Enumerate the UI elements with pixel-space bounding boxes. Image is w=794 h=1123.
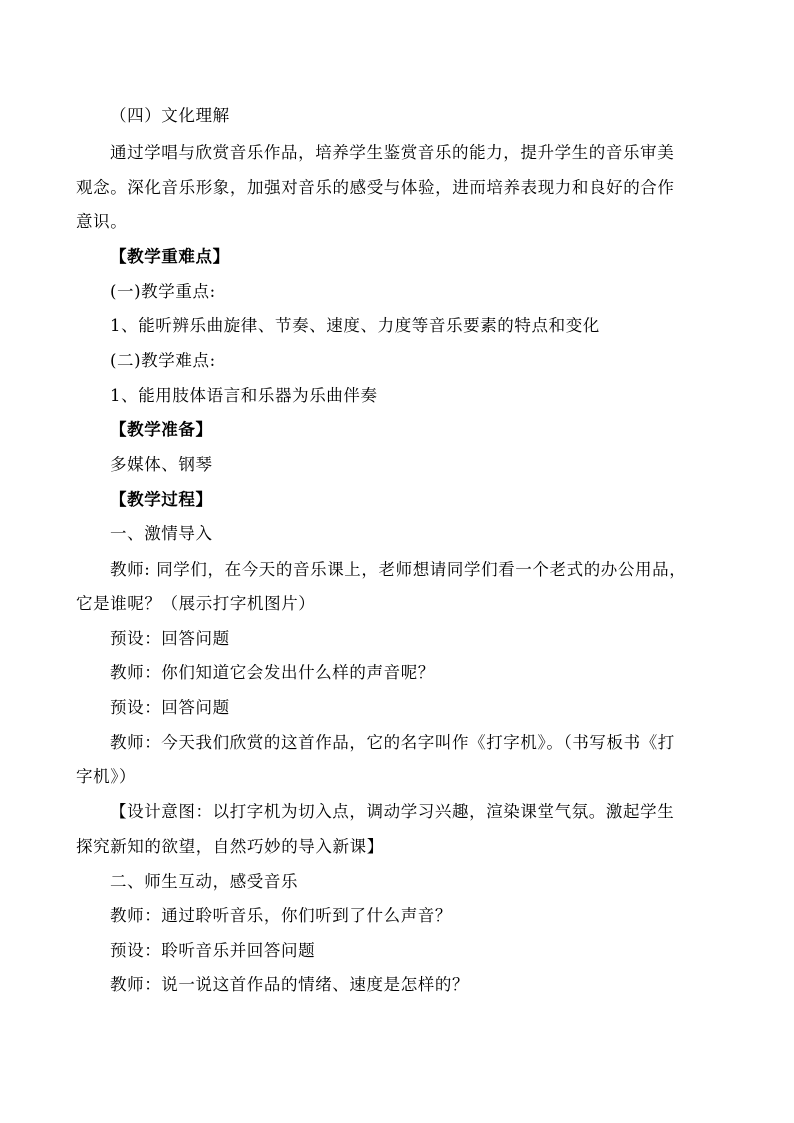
paragraph-line: 字机》） [76,767,137,786]
paragraph-line: 预设：回答问题 [110,698,230,717]
paragraph-line: 教师：说一说这首作品的情绪、速度是怎样的？ [110,975,470,994]
design-intent-note: 探究新知的欲望，自然巧妙的导入新课】 [76,837,384,856]
paragraph-line: 教师：通过聆听音乐，你们听到了什么声音？ [110,906,452,925]
paragraph-line: 多媒体、钢琴 [110,455,213,474]
paragraph-line: 通过学唱与欣赏音乐作品，培养学生鉴赏音乐的能力，提升学生的音乐审美 [110,143,675,162]
section-heading-preparation: 【教学准备】 [110,420,213,439]
subheading-difficulty: (二)教学难点: [110,351,216,370]
paragraph-line: 教师：今天我们欣赏的这首作品，它的名字叫作《打字机》。（书写板书《打 [110,733,675,752]
subheading-key-point: (一)教学重点: [110,282,216,301]
list-item: 1、能听辨乐曲旋律、节奏、速度、力度等音乐要素的特点和变化 [110,316,600,335]
section-heading-culture: （四）文化理解 [110,106,230,125]
paragraph-line: 预设：聆听音乐并回答问题 [110,941,316,960]
subheading-intro: 一、激情导入 [110,524,213,543]
paragraph-line: 教师：你们知道它会发出什么样的声音呢？ [110,663,435,682]
paragraph-line: 教师: 同学们，在今天的音乐课上，老师想请同学们看一个老式的办公用品， [110,560,687,579]
paragraph-line: 观念。深化音乐形象，加强对音乐的感受与体验，进而培养表现力和良好的合作 [76,178,675,197]
paragraph-line: 预设：回答问题 [110,629,230,648]
paragraph-line: 它是谁呢？（展示打字机图片） [76,594,316,613]
design-intent-note: 【设计意图：以打字机为切入点，调动学习兴趣，渲染课堂气氛。激起学生 [110,802,675,821]
section-heading-process: 【教学过程】 [110,490,213,509]
section-heading-key-points: 【教学重难点】 [110,247,230,266]
paragraph-line: 意识。 [76,212,128,231]
subheading-interaction: 二、师生互动，感受音乐 [110,872,299,891]
list-item: 1、能用肢体语言和乐器为乐曲伴奏 [110,386,378,405]
